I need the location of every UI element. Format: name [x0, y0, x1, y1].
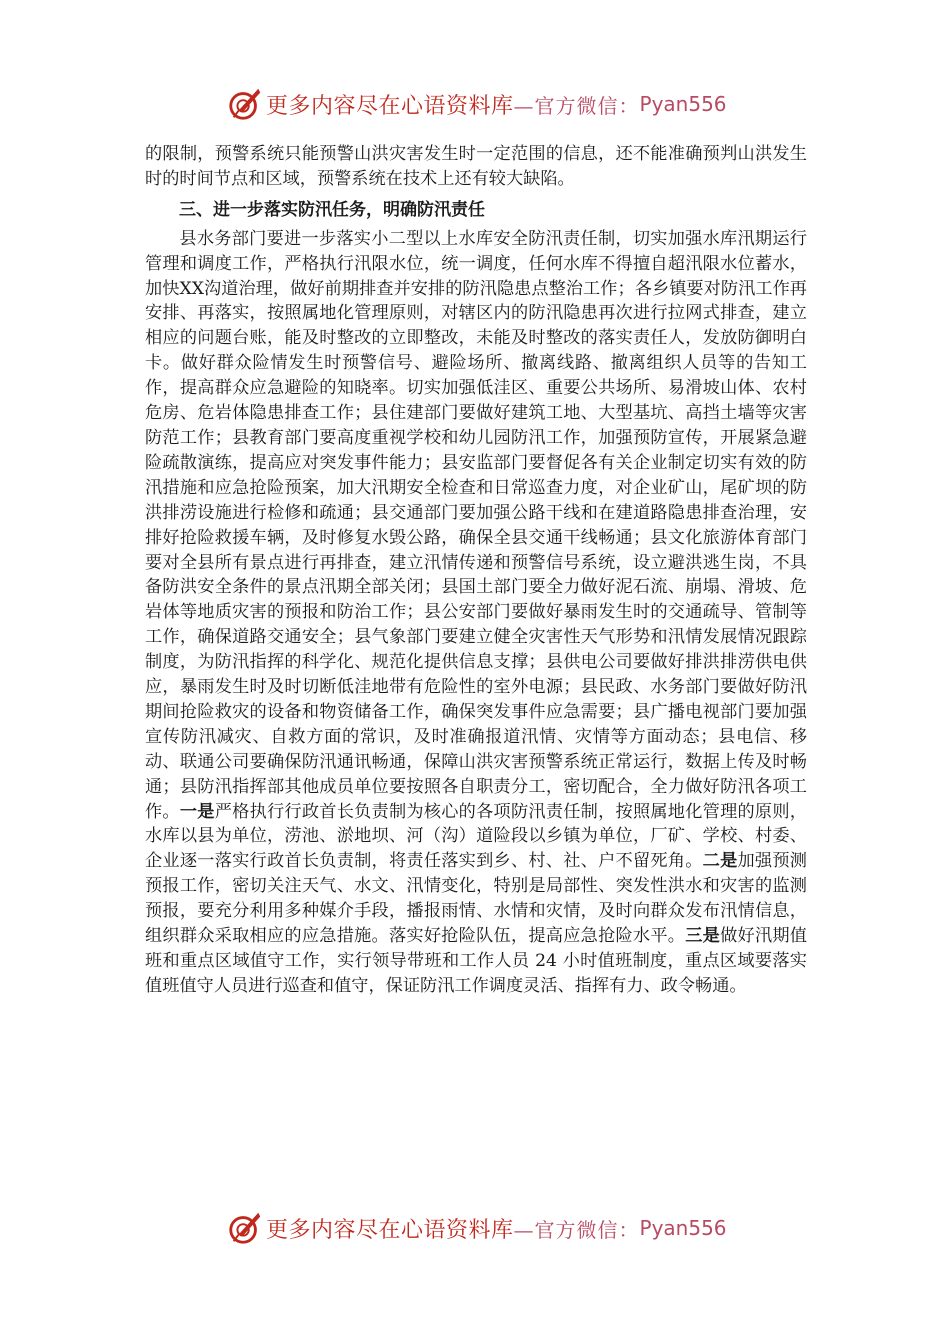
watermark-wechat-id: Pyan556: [639, 92, 727, 116]
watermark-wechat-id: Pyan556: [639, 1216, 727, 1240]
header-watermark: [226, 84, 727, 124]
body-paragraph: [145, 227, 807, 999]
footer-watermark: [226, 1208, 727, 1248]
watermark-text: 更多内容尽在心语资料库: [266, 1217, 514, 1243]
section-heading: 三、进一步落实防汛任务，明确防汛责任: [179, 199, 485, 220]
quill-circle-logo-icon: [226, 85, 264, 123]
body-text-part-4: 做好汛期值班和重点区域值守工作，实行领导带班和工作人员 24 小时值班制度，重点区域要落实值班值守人员进行巡查和值守，保证防汛工作调度灵活、指挥有力、政令畅通。: [145, 926, 807, 996]
body-text-part-1: 县水务部门要进一步落实小二型以上水库安全防汛责任制，切实加强水库汛期运行管理和调度工作，严格执行汛限水位，统一调度，任何水库不得擅自超汛限水位蓄水，加快XX沟道治理，做好前期排查并安排的防汛隐患点整治工作；各乡镇要对防汛工作再安排、再落实，按照属地化管理原则，对辖区内的防汛隐患再次进行拉网式排查，建立相应的问题台账，能及时整改的立即整改，未能及时整改的落实责任人，发放防御明白卡。做好群众险情发生时预警信号、避险场所、撤离线路、撤离组织人员等的告知工作，提高群众应急避险的知晓率。切实加强低洼区、重要公共场所、易滑坡山体、农村危房、危岩体隐患排查工作；县住建部门要做好建筑工地、大型基坑、高挡土墙等灾害防范工作；县教育部门要高度重视学校和幼儿园防汛工作，加强预防宣传，开展紧急避险疏散演练，提高应对突发事件能力；县安监部门要督促各有关企业制定切实有效的防汛措施和应急抢险预案，加大汛期安全检查和日常巡查力度，对企业矿山，尾矿坝的防洪排涝设施进行检修和疏通；县交通部门要加强公路干线和在建道路隐患排查治理，安排好抢险救援车辆，及时修复水毁公路，确保全县交通干线畅通；县文化旅游体育部门要对全县所有景点进行再排查，建立汛情传递和预警信号系统，设立避洪逃生岗，不具备防洪安全条件的景点汛期全部关闭；县国土部门要全力做好泥石流、崩塌、滑坡、危岩体等地质灾害的预报和防治工作；县公安部门要做好暴雨发生时的交通疏导、管制等工作，确保道路交通安全；县气象部门要建立健全灾害性天气形势和汛情发展情况跟踪制度，为防汛指挥的科学化、规范化提供信息支撑；县供电公司要做好排洪排涝供电供应，暴雨发生时及时切断低洼地带有危险性的室外电源；县民政、水务部门要做好防汛期间抢险救灾的设备和物资储备工作，确保突发事件应急需要；县广播电视部门要加强宣传防汛减灾、自救方面的常识，及时准确报道汛情、灾情等方面动态；县电信、移动、联通公司要确保防汛通讯畅通，保障山洪灾害预警系统正常运行，数据上传及时畅通；县防汛指挥部其他成员单位要按照各自职责分工，密切配合，全力做好防汛各项工作。: [145, 228, 807, 822]
watermark-wechat-label: —官方微信：: [513, 93, 640, 118]
watermark-wechat-label: —官方微信：: [513, 1217, 640, 1242]
body-text-part-3: 加强预测预报工作，密切关注天气、水文、汛情变化，特别是局部性、突发性洪水和灾害的监测预报，要充分利用多种媒介手段，播报雨情、水情和灾情，及时向群众发布汛情信息，组织群众采取相应的应急措施。落实好抢险队伍，提高应急抢险水平。: [145, 851, 807, 947]
quill-circle-logo-icon: [226, 1209, 264, 1247]
emphasis-first: 一是: [179, 801, 215, 822]
body-text-part-2: 严格执行行政首长负责制为核心的各项防汛责任制，按照属地化管理的原则，水库以县为单位，涝池、淤地坝、河（沟）道险段以乡镇为单位，厂矿、学校、村委、企业逐一落实行政首长负责制，将责任落实到乡、村、社、户不留死角。: [145, 801, 807, 872]
emphasis-second: 二是: [702, 851, 738, 872]
watermark-text: 更多内容尽在心语资料库: [266, 93, 514, 119]
emphasis-third: 三是: [685, 926, 721, 947]
document-body: [145, 142, 807, 999]
lead-paragraph: 的限制，预警系统只能预警山洪灾害发生时一定范围的信息，还不能准确预判山洪发生时的时间节点和区域，预警系统在技术上还有较大缺陷。: [145, 144, 807, 189]
